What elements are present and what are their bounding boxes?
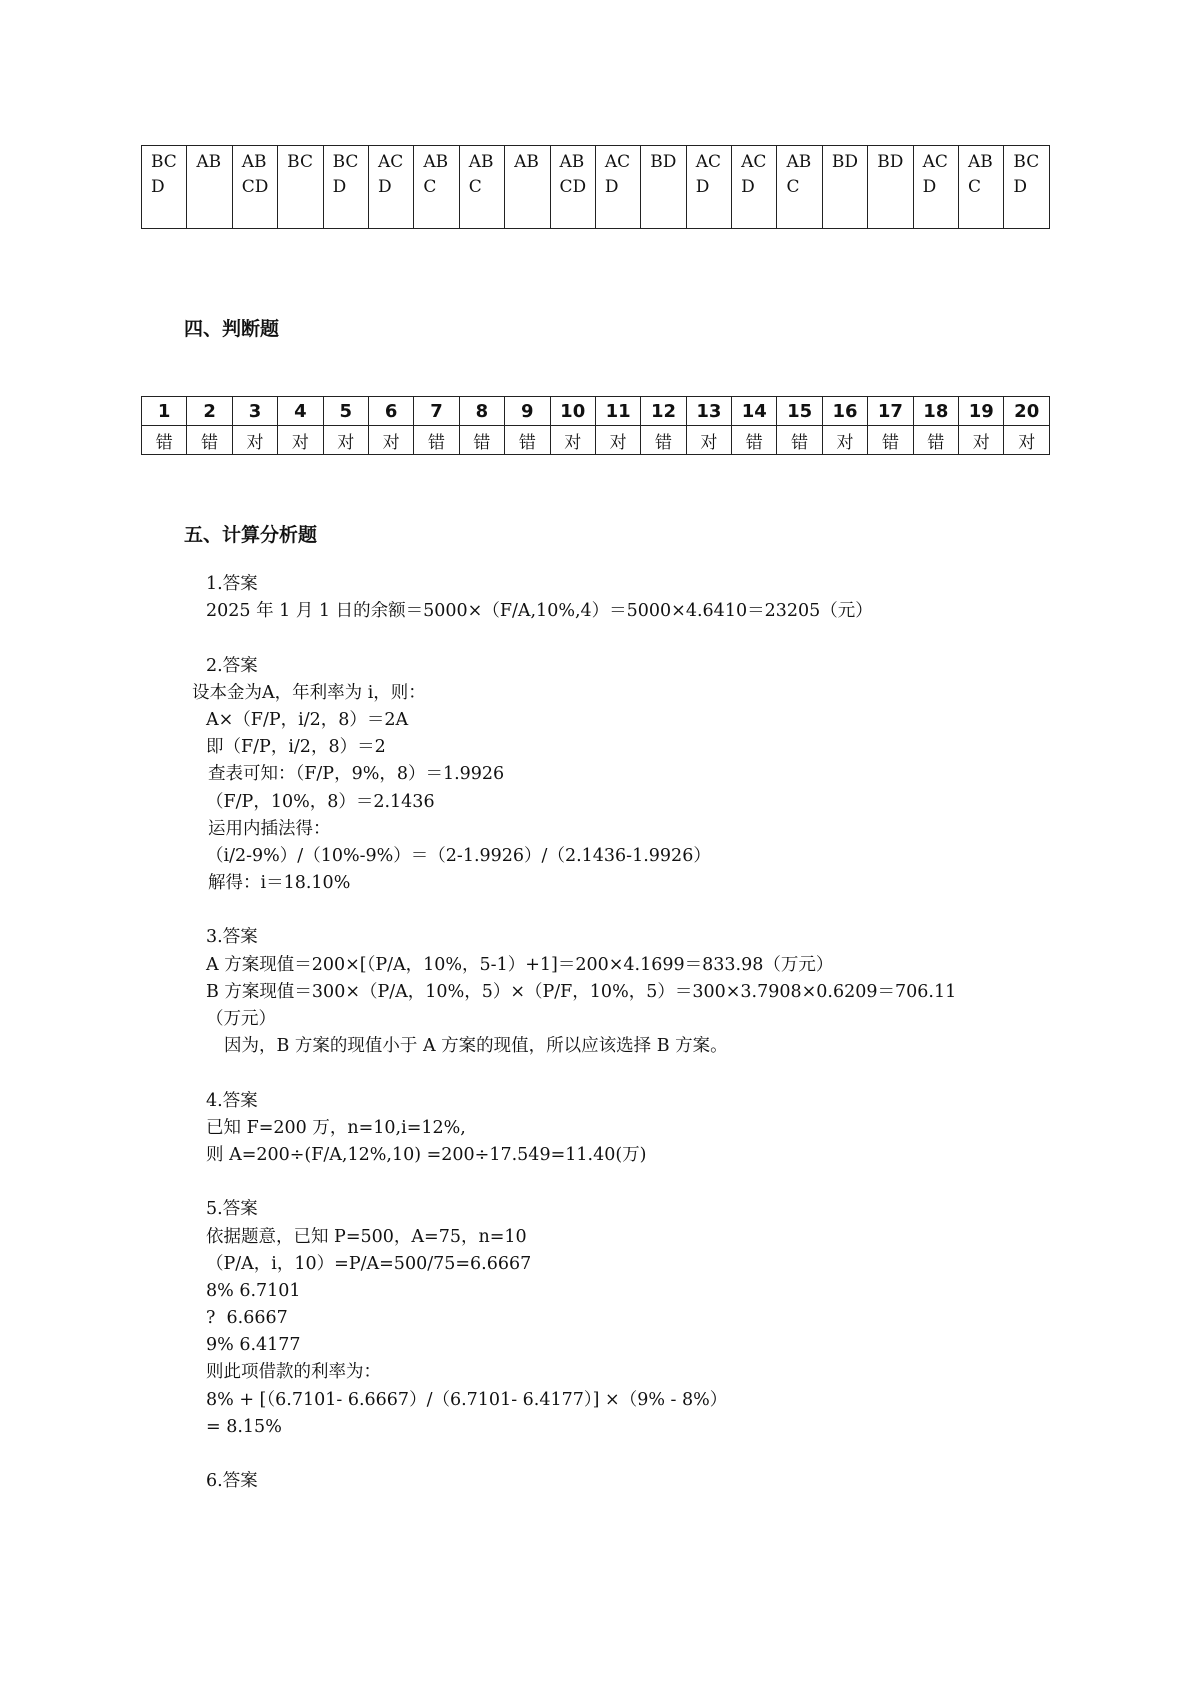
calculation-answers xyxy=(192,571,1086,1495)
true-false-answer-cell: 错 xyxy=(913,426,958,455)
block-spacer xyxy=(206,897,1086,924)
answer-line: 即（F/P，i/2，8）＝2 xyxy=(206,737,386,758)
answer-line: 设本金为A，年利率为 i，则： xyxy=(192,682,426,703)
true-false-answer-cell: 错 xyxy=(187,426,232,455)
question-number-cell: 16 xyxy=(822,397,867,426)
true-false-answer-cell: 错 xyxy=(868,426,913,455)
answer-line: ? 6.6667 xyxy=(206,1308,288,1329)
answer-line: 已知 F=200 万，n=10,i=12%, xyxy=(206,1117,466,1138)
question-number-cell: 14 xyxy=(732,397,777,426)
answer-cell: BCD xyxy=(323,146,368,229)
true-false-answer-cell: 对 xyxy=(595,426,640,455)
answer-cell: ACD xyxy=(732,146,777,229)
answer-cell: AB xyxy=(187,146,232,229)
answer-heading: 4.答案 xyxy=(206,1090,258,1111)
answer-line: 9% 6.4177 xyxy=(206,1335,301,1356)
answer-line: 则此项借款的利率为： xyxy=(206,1362,381,1383)
question-number-cell: 11 xyxy=(595,397,640,426)
answer-line: 8% 6.7101 xyxy=(206,1280,301,1301)
answer-cell: ACD xyxy=(686,146,731,229)
question-number-cell: 20 xyxy=(1004,397,1050,426)
answer-cell: BC xyxy=(278,146,323,229)
answer-cell: ACD xyxy=(595,146,640,229)
answer-line: = 8.15% xyxy=(206,1416,282,1437)
answer-cell: BD xyxy=(822,146,867,229)
answer-block xyxy=(206,571,1086,625)
answer-heading: 3.答案 xyxy=(206,927,258,948)
question-number-cell: 8 xyxy=(459,397,504,426)
true-false-answer-cell: 错 xyxy=(505,426,550,455)
true-false-answer-cell: 对 xyxy=(959,426,1004,455)
true-false-answer-cell: 对 xyxy=(278,426,323,455)
answer-heading: 1.答案 xyxy=(206,574,258,594)
answer-cell: ACD xyxy=(368,146,413,229)
block-spacer xyxy=(206,625,1086,652)
answer-block xyxy=(206,924,1086,1060)
question-number-cell: 9 xyxy=(505,397,550,426)
question-number-cell: 1 xyxy=(142,397,187,426)
answer-heading: 2.答案 xyxy=(206,655,258,676)
true-false-answer-cell: 错 xyxy=(142,426,187,455)
true-false-answer-cell: 错 xyxy=(459,426,504,455)
question-number-cell: 10 xyxy=(550,397,595,426)
question-number-cell: 3 xyxy=(232,397,277,426)
question-number-cell: 19 xyxy=(959,397,1004,426)
answer-block xyxy=(206,1088,1086,1170)
question-number-cell: 7 xyxy=(414,397,459,426)
answer-block xyxy=(206,1196,1086,1441)
question-number-row xyxy=(142,397,1050,426)
answer-line: 8% + [（6.7101- 6.6667）/（6.7101- 6.4177）] ×（9% - 8%） xyxy=(206,1389,728,1410)
true-false-answer-cell: 对 xyxy=(368,426,413,455)
true-false-answer-cell: 对 xyxy=(686,426,731,455)
question-number-cell: 5 xyxy=(323,397,368,426)
question-number-cell: 18 xyxy=(913,397,958,426)
multiple-choice-answer-row xyxy=(142,146,1050,229)
answer-line: （P/A，i，10）=P/A=500/75=6.6667 xyxy=(206,1253,532,1274)
true-false-answer-table xyxy=(141,396,1050,455)
answer-cell: BD xyxy=(868,146,913,229)
answer-heading: 5.答案 xyxy=(206,1199,258,1220)
answer-cell: BCD xyxy=(1004,146,1050,229)
true-false-answer-cell: 错 xyxy=(732,426,777,455)
true-false-answer-cell: 对 xyxy=(822,426,867,455)
question-number-cell: 17 xyxy=(868,397,913,426)
answer-line: A 方案现值＝200×[（P/A，10%，5-1）+1]＝200×4.1699＝833.98（万元） xyxy=(206,954,834,975)
answer-line: B 方案现值＝300×（P/A，10%，5）×（P/F，10%，5）＝300×3.7908×0.6209＝706.11 xyxy=(206,981,957,1002)
question-number-cell: 6 xyxy=(368,397,413,426)
answer-cell: ABC xyxy=(459,146,504,229)
answer-cell: ABC xyxy=(959,146,1004,229)
answer-line: （万元） xyxy=(206,1009,276,1029)
block-spacer xyxy=(206,1060,1086,1087)
answer-line: 查表可知：（F/P，9%，8）＝1.9926 xyxy=(208,764,505,785)
answer-heading: 6.答案 xyxy=(206,1471,258,1492)
answer-cell: AB xyxy=(505,146,550,229)
answer-cell: ABC xyxy=(777,146,822,229)
question-number-cell: 2 xyxy=(187,397,232,426)
answer-line: 因为，B 方案的现值小于 A 方案的现值，所以应该选择 B 方案。 xyxy=(224,1036,728,1057)
answer-block xyxy=(206,1468,1086,1495)
answer-line: 则 A=200÷(F/A,12%,10) =200÷17.549=11.40(万) xyxy=(206,1144,647,1165)
question-number-cell: 15 xyxy=(777,397,822,426)
answer-line: 解得：i＝18.10% xyxy=(208,873,351,894)
section-heading-calculation: 五、计算分析题 xyxy=(184,524,318,546)
question-number-cell: 4 xyxy=(278,397,323,426)
answer-line: A×（F/P，i/2，8）＝2A xyxy=(206,709,409,730)
answer-line: 依据题意，已知 P=500，A=75，n=10 xyxy=(206,1226,527,1247)
true-false-answer-cell: 对 xyxy=(1004,426,1050,455)
answer-line: 运用内插法得： xyxy=(208,818,331,839)
answer-cell: ABCD xyxy=(232,146,277,229)
answer-block xyxy=(192,653,1086,898)
answer-cell: BD xyxy=(641,146,686,229)
block-spacer xyxy=(206,1441,1086,1468)
section-heading-true-false: 四、判断题 xyxy=(184,318,280,340)
answer-cell: BCD xyxy=(142,146,187,229)
true-false-answer-cell: 错 xyxy=(641,426,686,455)
true-false-answer-cell: 对 xyxy=(232,426,277,455)
true-false-answer-cell: 错 xyxy=(414,426,459,455)
answer-cell: ACD xyxy=(913,146,958,229)
answer-cell: ABCD xyxy=(550,146,595,229)
question-number-cell: 12 xyxy=(641,397,686,426)
block-spacer xyxy=(206,1169,1086,1196)
multiple-choice-answer-table xyxy=(141,145,1050,229)
true-false-answer-cell: 对 xyxy=(550,426,595,455)
true-false-answer-cell: 对 xyxy=(323,426,368,455)
answer-cell: ABC xyxy=(414,146,459,229)
answer-line: 2025 年 1 月 1 日的余额＝5000×（F/A,10%,4）＝5000×4.6410＝23205（元） xyxy=(206,601,873,622)
answer-line: （i/2-9%）/（10%-9%）＝（2-1.9926）/（2.1436-1.9926） xyxy=(206,845,711,866)
question-number-cell: 13 xyxy=(686,397,731,426)
true-false-answer-cell: 错 xyxy=(777,426,822,455)
answer-line: （F/P，10%，8）＝2.1436 xyxy=(206,791,435,812)
true-false-answer-row xyxy=(142,426,1050,455)
